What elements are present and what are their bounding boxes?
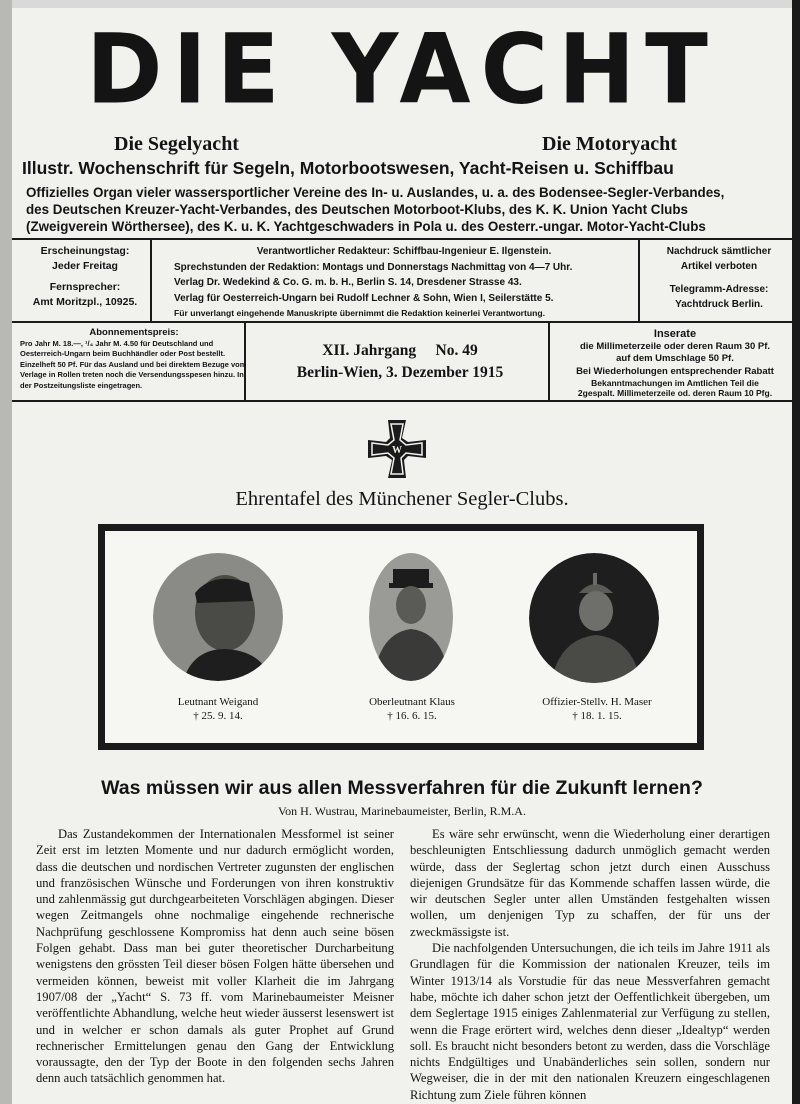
- person-name: Offizier-Stellv. H. Maser: [542, 696, 652, 708]
- memorial-frame: [98, 524, 704, 750]
- erscheinung-value: Jeder Freitag: [52, 260, 118, 272]
- cross-letter: W: [392, 445, 402, 456]
- ads-line: 2gespalt. Millimeterzeile od. deren Raum 10 Pfg.: [577, 388, 773, 398]
- rule: [12, 238, 792, 240]
- telegram-value: Yachtdruck Berlin.: [675, 299, 763, 310]
- death-date: † 25. 9. 14.: [193, 710, 243, 722]
- iron-cross-icon: [368, 420, 426, 478]
- death-date: † 16. 6. 15.: [387, 710, 437, 722]
- subscription-text: Pro Jahr M. 18.—, ¹/₄ Jahr M. 4.50 für Deutschland und Oesterreich-Ungarn beim Buchhändler oder Post bestellt. Einzelheft 50 Pf. Für das Ausland und bei direktem Bezuge vom Verlage in Rollen treten noch die Versendungsspesen hinzu. In der Postzeitungsliste eingetragen.: [20, 338, 247, 390]
- article-column-left: [36, 826, 394, 1087]
- paragraph: Die nachfolgenden Untersuchungen, die ich teils im Jahre 1911 als Grundlagen für die Kommission der nationalen Kreuzer, teils im Winter 1913/14 als Vorstudie für das neue Messverfahren gemacht habe, möchte ich daher schon jetzt der Oeffentlichkeit übergeben, um dem Seglertage 1915 einiges Zahlenmaterial zur Verfügung zu stellen, wenn die Frage erörtert wird, welches denn dieser „Idealtyp“ werden soll. Es braucht nicht besonders betont zu werden, dass die Vorschläge nichts Endgültiges und Unabänderliches sein sollen, sondern nur Wegweiser, die in der mit den nationalen Kreuzern eingeschlagenen Richtung zum Ziele führen können: [410, 941, 770, 1102]
- caption-weigand: [143, 695, 293, 723]
- subtitle-sailing-yacht: Die Segelyacht: [114, 133, 239, 155]
- scan-edge-right: [792, 0, 800, 1104]
- caption-maser: [509, 695, 685, 723]
- official-line: (Zweigverein Wörthersee), des K. u. K. Yachtgeschwaders in Pola u. des Oesterr.-ungar. Motor-Yacht-Clubs: [26, 219, 706, 234]
- death-date: † 18. 1. 15.: [572, 710, 622, 722]
- tagline: Illustr. Wochenschrift für Segeln, Motorbootswesen, Yacht-Reisen u. Schiffbau: [22, 158, 674, 178]
- caption-klaus: [337, 695, 487, 723]
- article-column-right: [410, 826, 770, 1103]
- newspaper-page: [12, 8, 792, 1104]
- portrait-weigand: [153, 553, 283, 681]
- paragraph: Das Zustandekommen der Internationalen Messformel ist seiner Zeit erst im letzten Momente und nur dadurch ermöglicht worden, dass die deutschen und nordischen Vertreter zugunsten der englischen und französischen Wünsche und Forderungen von ihren konstruktiv und zahlenmässig gut durchgearbeiteten Vorschlägen abgingen. Dieser wegen Zeitmangels ohne nochmalige eingehende rechnerische Nachprüfung geschlossene Kompromiss hat denn auch seine bösen Folgen gehabt. Dass man bei guter theoretischer Durcharbeitung wenigstens den grössten Teil dieser bösen Folgen hätte übersehen und vermeiden können, beweist mit voller Klarheit die im Jahrgang 1907/08 der „Yacht“ S. 73 ff. vom Marinebaumeister Meisner veröffentlichte Abhandlung, welche heut wieder äusserst lesenswert ist und in welcher er schon damals als guter Prophet auf Grund rechnerischer Ermittelungen genau den Gang der Entwicklung voraussagte, den der Typ der Boote in den folgenden sechs Jahren denn auch tatsächlich genommen hat.: [36, 827, 394, 1086]
- memorial-heading: Ehrentafel des Münchener Segler-Clubs.: [235, 488, 569, 510]
- rule: [548, 321, 550, 401]
- ads-line: die Millimeterzeile oder deren Raum 30 Pf.: [579, 340, 771, 352]
- article-byline: Von H. Wustrau, Marinebaumeister, Berlin, R.M.A.: [278, 804, 526, 818]
- portrait-klaus: [369, 553, 453, 681]
- person-name: Leutnant Weigand: [177, 696, 259, 708]
- editor-line: Verantwortlicher Redakteur: Schiffbau-Ingenieur E. Ilgenstein.: [256, 246, 552, 257]
- rule: [12, 400, 792, 402]
- portrait-maser: [529, 553, 659, 683]
- publication-info: [22, 244, 148, 310]
- office-hours: Sprechstunden der Redaktion: Montags und Donnerstags Nachmittag von 4—7 Uhr.: [174, 261, 573, 273]
- rule: [150, 238, 152, 322]
- issue-number: No. 49: [435, 342, 478, 359]
- subscription-box: [20, 328, 248, 391]
- fernsprecher-label: Fernsprecher:: [49, 281, 121, 293]
- ads-line: auf dem Umschlage 50 Pf.: [616, 353, 734, 364]
- erscheinung-label: Erscheinungstag:: [40, 245, 130, 257]
- subscription-heading: Abonnementspreis:: [89, 327, 179, 338]
- issue-info: [252, 340, 548, 384]
- volume: XII. Jahrgang: [322, 342, 417, 359]
- volume-number: [252, 340, 548, 362]
- telegram-label: Telegramm-Adresse:: [669, 284, 769, 295]
- ads-line: Bei Wiederholungen entsprechender Rabatt: [576, 365, 774, 377]
- reprint-notice: Nachdruck sämtlicher Artikel verboten: [666, 246, 772, 272]
- advertising-rates: [560, 328, 790, 398]
- official-line: des Deutschen Kreuzer-Yacht-Verbandes, des Deutschen Motorboot-Klubs, des K. K. Union Yacht Clubs: [26, 202, 688, 217]
- rights-info: [644, 244, 792, 312]
- editorial-info: [174, 244, 634, 322]
- publisher-vienna: Verlag für Oesterreich-Ungarn bei Rudolf Lechner & Sohn, Wien I, Seilerstätte 5.: [174, 292, 554, 304]
- issue-date: Berlin-Wien, 3. Dezember 1915: [296, 364, 504, 381]
- person-name: Oberleutnant Klaus: [369, 696, 455, 708]
- subtitle-motor-yacht: Die Motoryacht: [542, 133, 677, 155]
- fernsprecher-value: Amt Moritzpl., 10925.: [32, 296, 138, 308]
- publisher-berlin: Verlag Dr. Wedekind & Co. G. m. b. H., Berlin S. 14, Dresdener Strasse 43.: [174, 277, 522, 288]
- manuscripts-note: Für unverlangt eingehende Manuskripte übernimmt die Redaktion keinerlei Verantwortung.: [174, 308, 546, 318]
- official-organ-text: [26, 184, 786, 235]
- rule: [638, 238, 640, 322]
- paragraph: Es wäre sehr erwünscht, wenn die Wiederholung einer derartigen beschleunigten Entschliessung dadurch unmöglich gemacht werden würde, dass der Seglertag schon jetzt durch einen Ausschuss diejenigen Grundsätze für das Kommende schaffen lassen würde, die wir deutschen Segler unter allen Umständen festgehalten wissen wollen, um denjenigen Typ zu schaffen, der für uns der zweckmässigste ist.: [410, 827, 770, 939]
- ads-line: Bekanntmachungen im Amtlichen Teil die: [591, 378, 759, 388]
- article-title: Was müssen wir aus allen Messverfahren für die Zukunft lernen?: [101, 777, 703, 799]
- scan-edge-left: [0, 0, 12, 1104]
- masthead-title: DIE YACHT: [86, 13, 718, 126]
- ads-heading: Inserate: [653, 328, 697, 340]
- official-line: Offizielles Organ vieler wassersportlicher Vereine des In- u. Auslandes, u. a. des Bodensee-Segler-Verbandes,: [26, 185, 725, 200]
